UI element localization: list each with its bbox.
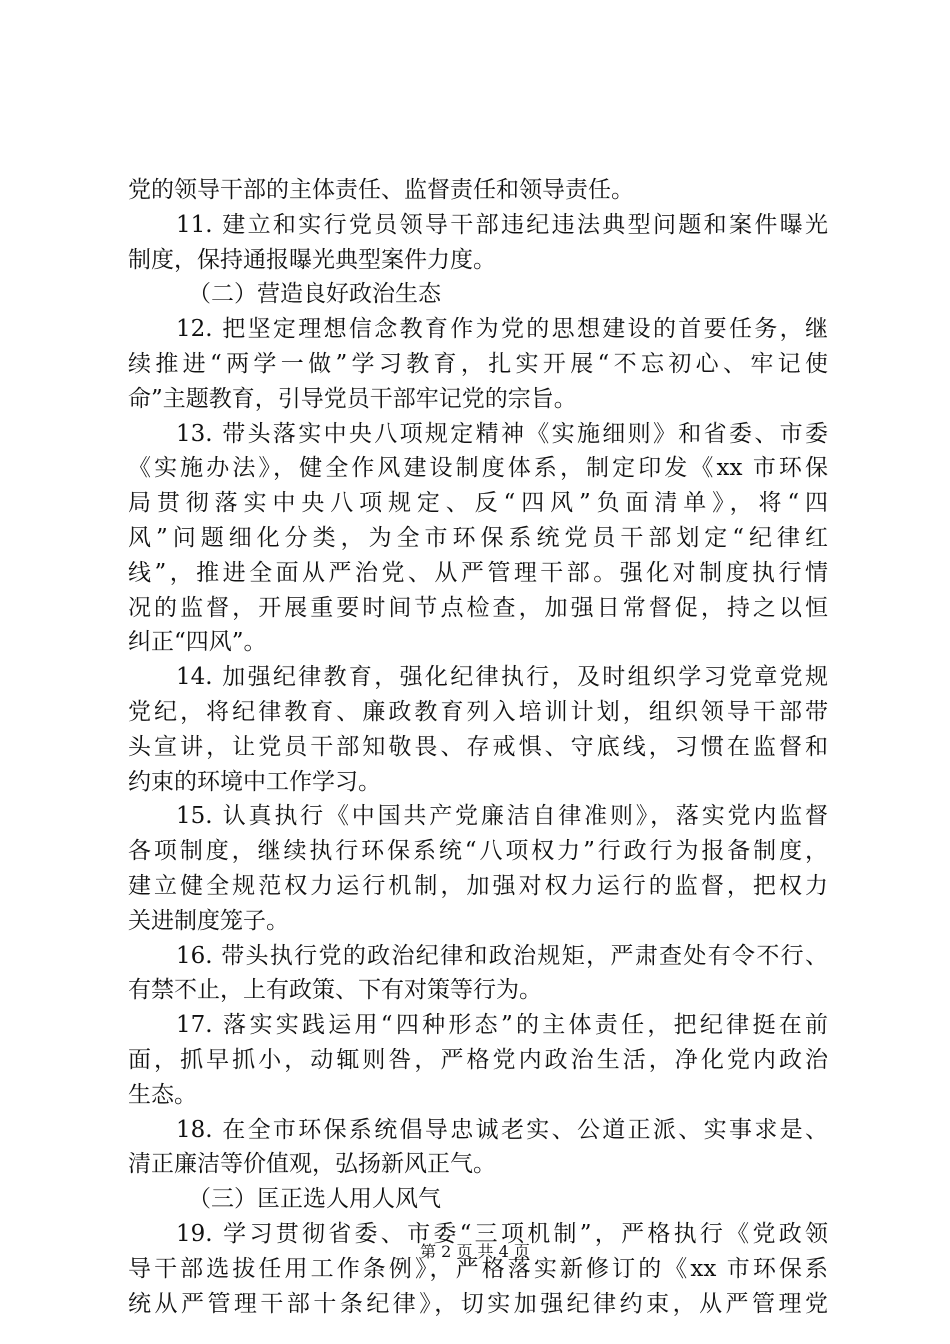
text-line: 《实施办法》，健全作风建设制度体系，制定印发《xx 市环保 <box>128 455 828 482</box>
text-line: 导干部选拔任用工作条例》，严格落实新修订的《xx 市环保系 <box>128 1255 828 1282</box>
text-line: 约束的环境中工作学习。 <box>128 768 381 795</box>
document-body <box>128 173 828 1321</box>
text-line: 有禁不止，上有政策、下有对策等行为。 <box>128 977 542 1004</box>
text-line: 11. 建立和实行党员领导干部违纪违法典型问题和案件曝光 <box>176 211 828 238</box>
text-line: 党的领导干部的主体责任、监督责任和领导责任。 <box>128 177 634 203</box>
text-line: 风”问题细化分类，为全市环保系统党员干部划定“纪律红 <box>128 524 828 551</box>
text-line: 清正廉洁等价值观，弘扬新风正气。 <box>128 1151 496 1178</box>
text-line: 况的监督，开展重要时间节点检查，加强日常督促，持之以恒 <box>128 594 828 621</box>
text-line: 头宣讲，让党员干部知敬畏、存戒惧、守底线，习惯在监督和 <box>128 733 828 760</box>
text-line: 14. 加强纪律教育，强化纪律执行，及时组织学习党章党规 <box>176 664 828 691</box>
text-line: 关进制度笼子。 <box>128 907 289 934</box>
text-line: 13. 带头落实中央八项规定精神《实施细则》和省委、市委 <box>176 420 828 447</box>
section-heading: （二）营造良好政治生态 <box>188 281 441 308</box>
text-line: 命”主题教育，引导党员干部牢记党的宗旨。 <box>128 385 577 412</box>
text-line: 局贯彻落实中央八项规定、反“四风”负面清单》，将“四 <box>128 490 828 517</box>
text-line: 线”，推进全面从严治党、从严管理干部。强化对制度执行情 <box>128 559 828 586</box>
text-line: 生态。 <box>128 1081 197 1108</box>
text-line: 党纪，将纪律教育、廉政教育列入培训计划，组织领导干部带 <box>128 698 828 725</box>
text-line: 统从严管理干部十条纪律》，切实加强纪律约束，从严管理党 <box>128 1290 828 1317</box>
text-line: 15. 认真执行《中国共产党廉洁自律准则》，落实党内监督 <box>176 803 828 830</box>
text-line: 建立健全规范权力运行机制，加强对权力运行的监督，把权力 <box>128 872 828 899</box>
section-heading: （三）匡正选人用人风气 <box>188 1186 441 1213</box>
text-line: 制度，保持通报曝光典型案件力度。 <box>128 246 496 273</box>
text-line: 18. 在全市环保系统倡导忠诚老实、公道正派、实事求是、 <box>176 1116 828 1143</box>
text-line: 16. 带头执行党的政治纪律和政治规矩，严肃查处有令不行、 <box>176 942 828 969</box>
text-line: 17. 落实实践运用“四种形态”的主体责任，把纪律挺在前 <box>176 1012 828 1039</box>
text-line: 19. 学习贯彻省委、市委“三项机制”，严格执行《党政领 <box>176 1220 828 1247</box>
text-line: 面，抓早抓小，动辄则咎，严格党内政治生活，净化党内政治 <box>128 1046 828 1073</box>
text-line: 12. 把坚定理想信念教育作为党的思想建设的首要任务，继 <box>176 316 828 343</box>
text-line: 续推进“两学一做”学习教育，扎实开展“不忘初心、牢记使 <box>128 350 828 377</box>
page-footer: 第 2 页 共 4 页 <box>420 1242 530 1261</box>
text-line: 纠正“四风”。 <box>128 629 267 656</box>
text-line: 各项制度，继续执行环保系统“八项权力”行政行为报备制度， <box>128 838 828 865</box>
